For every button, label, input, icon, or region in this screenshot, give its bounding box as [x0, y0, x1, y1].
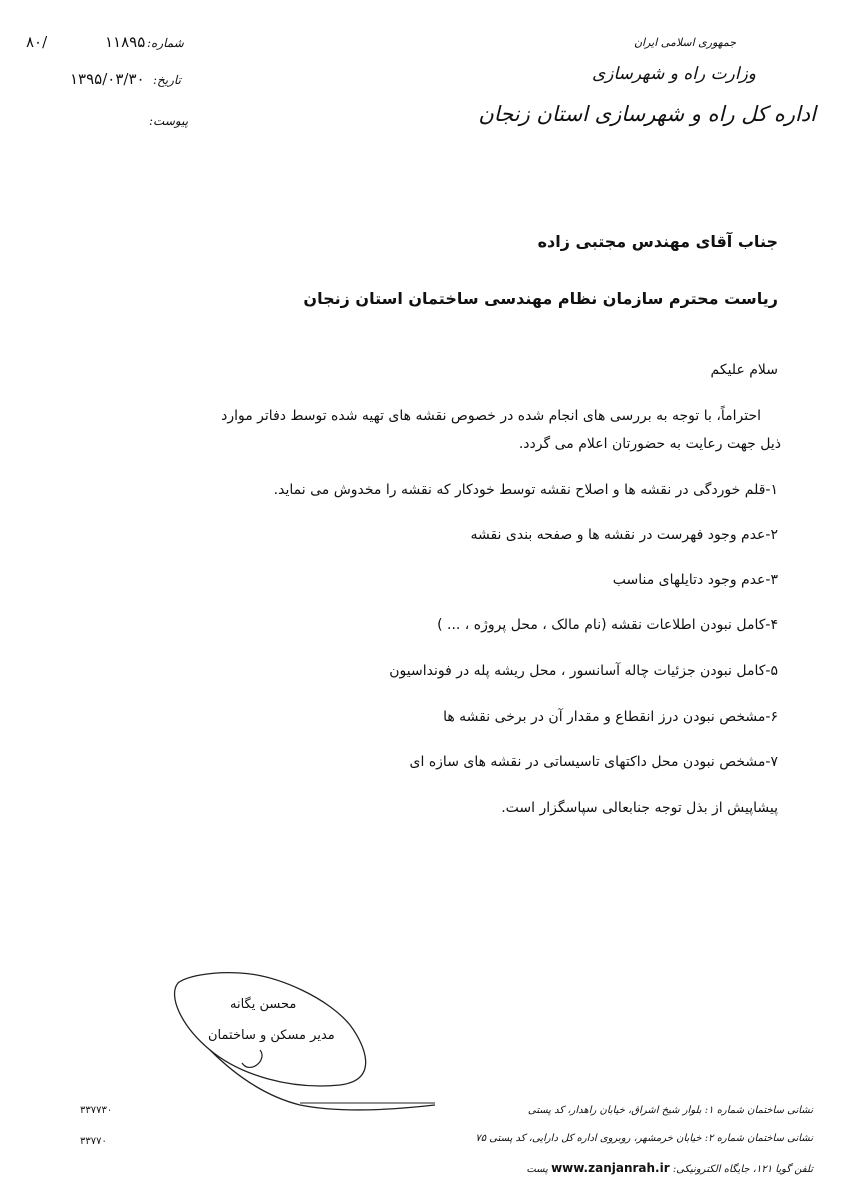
date-label: تاریخ: [153, 73, 181, 87]
number-label: شماره: [147, 36, 184, 50]
footer-address-1: نشانی ساختمان شماره ۱: بلوار شیخ اشراق، خیابان راهدار، کد پستی [527, 1105, 813, 1116]
list-item: ۵-کامل نبودن جزئیات چاله آسانسور ، محل ریشه پله در فونداسیون [389, 663, 778, 679]
letter-number: ۱۱۸۹۵ [105, 33, 146, 51]
footer-address-2: نشانی ساختمان شماره ۲: خیابان خرمشهر، روبروی اداره کل دارایی، کد پستی ۷۵ [475, 1133, 813, 1144]
footer-contact [526, 1161, 813, 1175]
list-item: ۷-مشخص نبودن محل داکتهای تاسیساتی در نقشه های سازه ای [409, 754, 778, 770]
office-heading: اداره کل راه و شهرسازی استان زنجان [478, 102, 816, 126]
signer-name: محسن یگانه [230, 997, 297, 1012]
addressee-title: ریاست محترم سازمان نظام مهندسی ساختمان استان زنجان [303, 289, 778, 308]
list-item: ۱-قلم خوردگی در نقشه ها و اصلاح نقشه توسط خودکار که نقشه را مخدوش می نماید. [273, 482, 778, 498]
intro-line-1: احتراماً، با توجه به بررسی های انجام شده در خصوص نقشه های تهیه شده توسط دفاتر موارد [221, 408, 761, 424]
closing-line: پیشاپیش از بذل توجه جنابعالی سپاسگزار است. [501, 800, 778, 816]
list-item: ۴-کامل نبودن اطلاعات نقشه (نام مالک ، محل پروژه ، ... ) [437, 617, 778, 633]
government-heading: جمهوری اسلامی ایران [633, 36, 736, 49]
footer-phone-2: ۳۳۷۷۰ [80, 1136, 107, 1147]
attachment-label: پیوست: [149, 114, 189, 128]
list-item: ۳-عدم وجود دتایلهای مناسب [612, 572, 778, 588]
greeting: سلام علیکم [710, 362, 778, 378]
page-number: ۸۰/ [26, 33, 48, 51]
footer-website-link[interactable]: www.zanjanrah.ir [551, 1161, 670, 1175]
footer-phone-web-label: تلفن گویا ۱۲۱، جایگاه الکترونیکی: [672, 1164, 813, 1175]
footer-email-label: پست [526, 1164, 548, 1175]
list-item: ۶-مشخص نبودن درز انقطاع و مقدار آن در برخی نقشه ها [443, 709, 778, 725]
intro-line-2: ذیل جهت رعایت به حضورتان اعلام می گردد. [518, 436, 781, 452]
ministry-heading: وزارت راه و شهرسازی [591, 64, 756, 84]
list-item: ۲-عدم وجود فهرست در نقشه ها و صفحه بندی نقشه [470, 527, 778, 543]
letter-date: ۱۳۹۵/۰۳/۳۰ [70, 70, 145, 88]
footer-phone-1: ۳۳۷۷۳۰ [80, 1105, 113, 1116]
signer-title: مدیر مسکن و ساختمان [208, 1028, 335, 1043]
addressee-name: جناب آقای مهندس مجتبی زاده [537, 232, 778, 251]
intro-paragraph [101, 402, 781, 458]
